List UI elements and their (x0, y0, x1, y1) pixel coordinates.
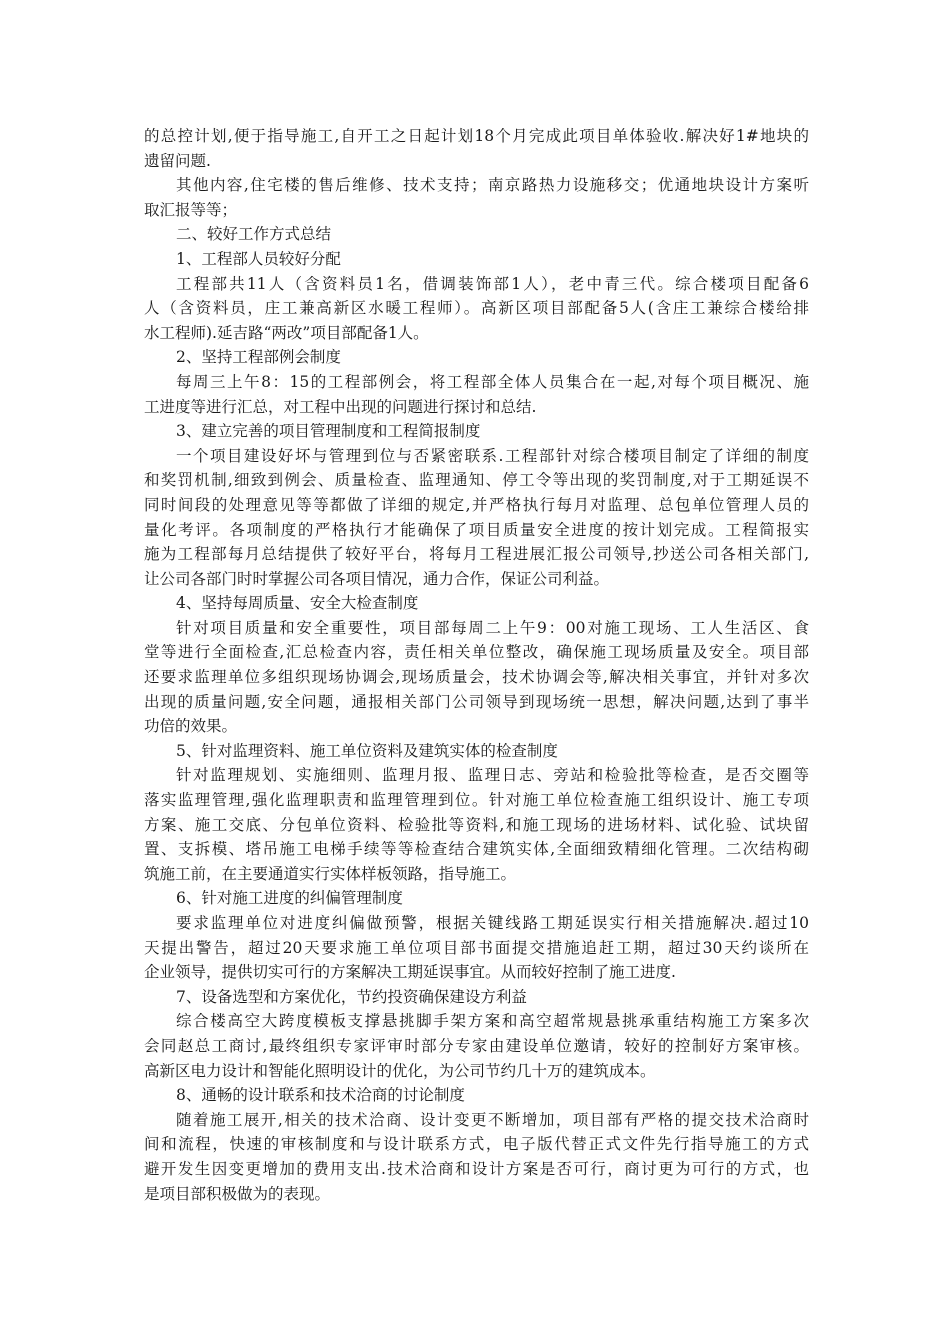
text-line: 还要求监理单位多组织现场协调会,现场质量会，技术协调会等,解决相关事宜，并针对多次 (144, 668, 809, 687)
text-line: 要求监理单位对进度纠偏做预警，根据关键线路工期延误实行相关措施解决.超过10 (176, 914, 809, 932)
text-line: 置、支拆模、塔吊施工电梯手续等等检查结合建筑实体,全面细致精细化管理。二次结构砌 (144, 840, 809, 859)
text-line: 工程部共11人（含资料员1名，借调装饰部1人），老中青三代。综合楼项目配备6 (176, 274, 809, 293)
text-line: 会同赵总工商讨,最终组织专家评审时部分专家由建设单位邀请，较好的控制好方案审核。 (144, 1036, 809, 1055)
text-line: 功倍的效果。 (144, 717, 238, 736)
text-line: 1、工程部人员较好分配 (176, 249, 341, 268)
text-line: 针对项目质量和安全重要性，项目部每周二上午9：00对施工现场、工人生活区、食 (176, 618, 809, 637)
text-line: 天提出警告，超过20天要求施工单位项目部书面提交措施追赶工期，超过30天约谈所在 (144, 938, 809, 957)
text-line: 7、设备选型和方案优化，节约投资确保建设方利益 (176, 987, 527, 1006)
text-line: 人（含资料员，庄工兼高新区水暖工程师）。高新区项目部配备5人(含庄工兼综合楼给排 (144, 299, 809, 318)
text-line: 落实监理管理,强化监理职责和监理管理到位。针对施工单位检查施工组织设计、施工专项 (144, 791, 809, 810)
text-line: 方案、施工交底、分包单位资料、检验批等资料,和施工现场的进场材料、试化验、试块留 (144, 815, 809, 834)
text-line: 遗留问题. (144, 151, 211, 170)
text-line: 3、建立完善的项目管理制度和工程简报制度 (176, 422, 481, 441)
text-line: 6、针对施工进度的纠偏管理制度 (176, 889, 403, 908)
text-line: 间和流程，快速的审核制度和与设计联系方式，电子版代替正式文件先行指导施工的方式 (144, 1135, 809, 1154)
text-line: 4、坚持每周质量、安全大检查制度 (176, 594, 419, 613)
text-line: 企业领导，提供切实可行的方案解决工期延误事宜。从而较好控制了施工进度. (144, 963, 676, 982)
document-page (144, 124, 809, 1206)
text-line: 是项目部积极做为的表现。 (144, 1184, 331, 1203)
text-line: 让公司各部门时时掌握公司各项目情况，通力合作，保证公司利益。 (144, 569, 610, 588)
text-line: 其他内容,住宅楼的售后维修、技术支持；南京路热力设施移交；优通地块设计方案听 (176, 176, 809, 195)
text-line: 水工程师).延吉路“两改”项目部配备1人。 (144, 323, 429, 342)
text-line: 出现的质量问题,安全问题，通报相关部门公司领导到现场统一思想，解决问题,达到了事半 (144, 692, 809, 711)
text-line: 每周三上午8：15的工程部例会，将工程部全体人员集合在一起,对每个项目概况、施 (176, 372, 809, 391)
text-line: 综合楼高空大跨度模板支撑悬挑脚手架方案和高空超常规悬挑承重结构施工方案多次 (176, 1012, 809, 1031)
text-line: 的总控计划,便于指导施工,自开工之日起计划18个月完成此项目单体验收.解决好1#地块的 (144, 127, 809, 145)
text-line: 针对监理规划、实施细则、监理月报、监理日志、旁站和检验批等检查，是否交圈等 (176, 766, 809, 785)
text-line: 筑施工前，在主要通道实行实体样板领路，指导施工。 (144, 864, 517, 883)
text-line: 和奖罚机制,细致到例会、质量检查、监理通知、停工令等出现的奖罚制度,对于工期延误不 (144, 471, 809, 490)
text-line: 8、通畅的设计联系和技术洽商的讨论制度 (176, 1086, 465, 1105)
text-line: 堂等进行全面检查,汇总检查内容，责任相关单位整改，确保施工现场质量及安全。项目部 (144, 643, 809, 662)
text-line: 二、较好工作方式总结 (176, 225, 332, 244)
text-line: 工进度等进行汇总，对工程中出现的问题进行探讨和总结. (144, 397, 537, 416)
text-line: 一个项目建设好坏与管理到位与否紧密联系.工程部针对综合楼项目制定了详细的制度 (176, 446, 809, 465)
text-line: 量化考评。各项制度的严格执行才能确保了项目质量安全进度的按计划完成。工程简报实 (144, 520, 809, 539)
text-line: 高新区电力设计和智能化照明设计的优化，为公司节约几十万的建筑成本。 (144, 1061, 656, 1080)
text-line: 5、针对监理资料、施工单位资料及建筑实体的检查制度 (176, 741, 558, 760)
text-line: 取汇报等等； (144, 200, 238, 219)
text-line: 随着施工展开,相关的技术洽商、设计变更不断增加，项目部有严格的提交技术洽商时 (176, 1110, 809, 1129)
text-line: 同时间段的处理意见等等都做了详细的规定,并严格执行每月对监理、总包单位管理人员的 (144, 495, 809, 514)
text-line: 2、坚持工程部例会制度 (176, 348, 341, 367)
text-line: 施为工程部每月总结提供了较好平台，将每月工程进展汇报公司领导,抄送公司各相关部门, (144, 545, 809, 564)
text-line: 避开发生因变更增加的费用支出.技术洽商和设计方案是否可行，商讨更为可行的方式，也 (144, 1159, 809, 1178)
